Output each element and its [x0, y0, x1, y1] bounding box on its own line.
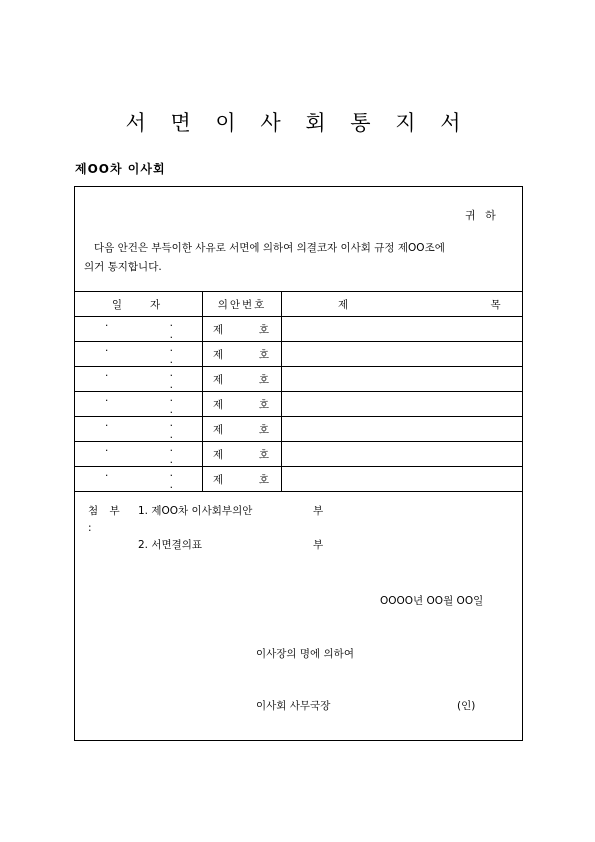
attachments [88, 503, 343, 554]
row-number [203, 342, 282, 367]
header-title [282, 292, 524, 317]
row-number-suffix: 호 [258, 398, 269, 411]
row-date: . . . [74, 417, 203, 442]
seal-mark: (인) [457, 700, 476, 712]
row-number-prefix: 제 [213, 323, 224, 336]
row-number [203, 417, 282, 442]
table-header-row [74, 292, 523, 317]
row-number-prefix: 제 [213, 348, 224, 361]
row-number [203, 317, 282, 342]
row-number-suffix: 호 [258, 423, 269, 436]
attachment-label: 첨 부 : [88, 505, 124, 534]
row-title [282, 417, 524, 442]
attachment-item: 2. 서면결의표 [138, 539, 203, 551]
row-date: . . . [74, 392, 203, 417]
table-row [74, 442, 523, 467]
row-title [282, 392, 524, 417]
row-number-prefix: 제 [213, 448, 224, 461]
table-row [74, 367, 523, 392]
row-number [203, 367, 282, 392]
row-date: . . . [74, 317, 203, 342]
page-title: 서 면 이 사 회 통 지 서 [125, 111, 470, 135]
header-date: 일자 [74, 292, 203, 317]
row-number-suffix: 호 [258, 323, 269, 336]
table-row [74, 342, 523, 367]
attachment-row [88, 503, 343, 537]
row-title [282, 367, 524, 392]
attachment-item: 1. 제OO차 이사회부의안 [138, 505, 253, 517]
session-label: 제OO차 이사회 [75, 162, 166, 176]
recipient-label: 귀 하 [465, 209, 499, 222]
header-title-b: 목 [490, 298, 501, 311]
header-number: 의안번호 [203, 292, 282, 317]
table-row [74, 392, 523, 417]
intro-line-1: 다음 안건은 부득이한 사유로 서면에 의하여 의결코자 이사회 규정 제OO조에 [94, 242, 445, 254]
table-row [74, 317, 523, 342]
row-date: . . . [74, 442, 203, 467]
table-row [74, 467, 523, 492]
row-number-prefix: 제 [213, 398, 224, 411]
row-number-prefix: 제 [213, 473, 224, 486]
row-number [203, 392, 282, 417]
header-title-a: 제 [338, 298, 349, 311]
row-title [282, 442, 524, 467]
row-title [282, 467, 524, 492]
intro-text [84, 239, 516, 277]
row-number [203, 442, 282, 467]
signer-title: 이사회 사무국장 [256, 700, 331, 712]
issue-date: OOOO년 OO월 OO일 [380, 595, 484, 607]
attachment-unit: 부 [313, 539, 324, 551]
row-date: . . . [74, 467, 203, 492]
row-title [282, 342, 524, 367]
row-title [282, 317, 524, 342]
intro-line-2: 의거 통지합니다. [84, 261, 162, 273]
row-number-suffix: 호 [258, 448, 269, 461]
attachment-unit: 부 [313, 505, 324, 517]
attachment-row [88, 537, 343, 554]
row-date: . . . [74, 342, 203, 367]
row-number [203, 467, 282, 492]
row-number-prefix: 제 [213, 423, 224, 436]
table-row [74, 417, 523, 442]
agenda-table [74, 291, 523, 492]
row-number-suffix: 호 [258, 373, 269, 386]
row-number-suffix: 호 [258, 473, 269, 486]
row-number-prefix: 제 [213, 373, 224, 386]
order-text: 이사장의 명에 의하여 [256, 648, 354, 660]
row-date: . . . [74, 367, 203, 392]
row-number-suffix: 호 [258, 348, 269, 361]
